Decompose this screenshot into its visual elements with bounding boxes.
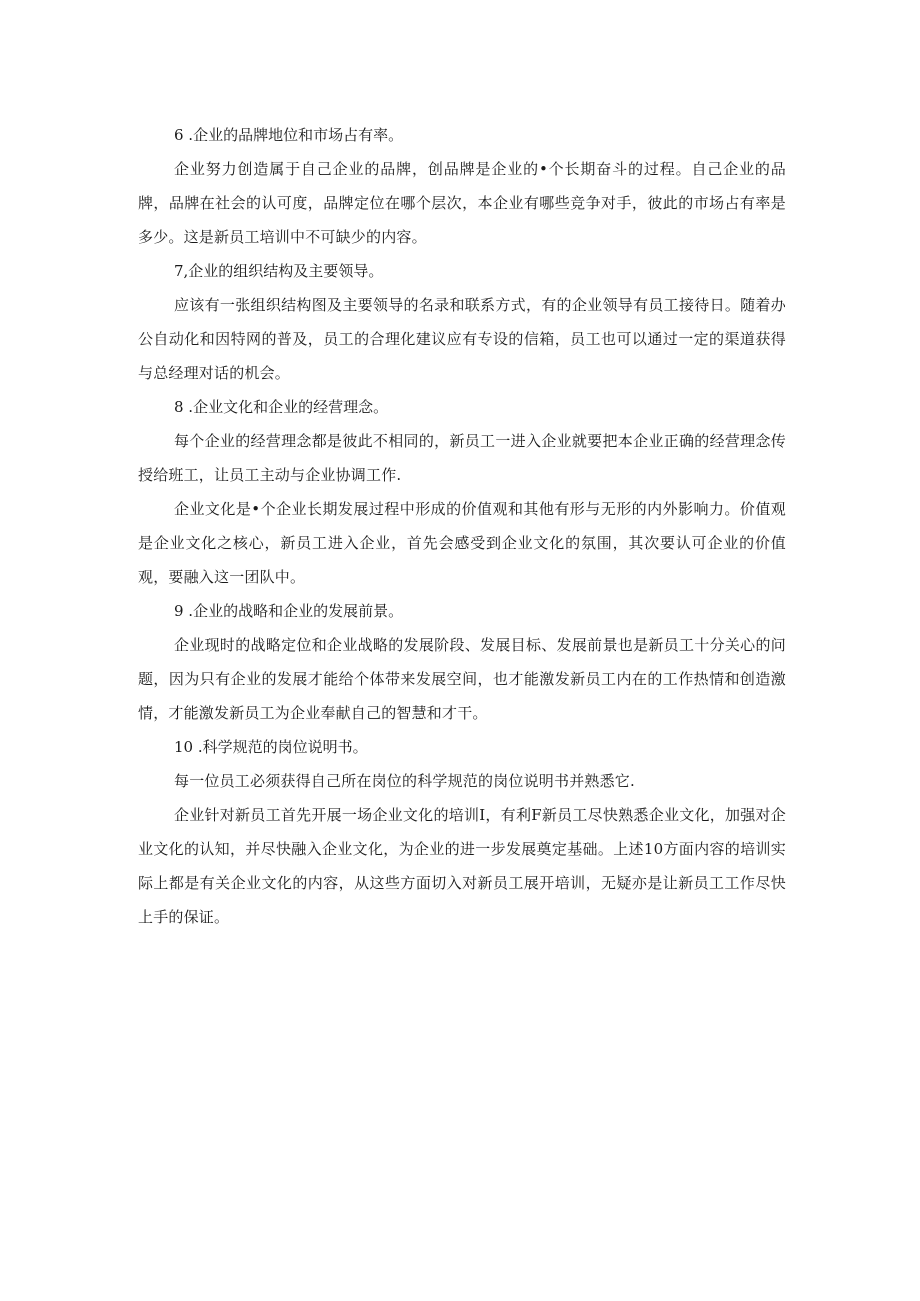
paragraph-job-description: 每一位员工必须获得自己所在岗位的科学规范的岗位说明书并熟悉它.	[174, 772, 635, 790]
paragraph-corporate-culture: 企业文化是•个企业长期发展过程中形成的价值观和其他有形与无形的内外影响力。价值观是企业文化之核心，新员工进入企业，首先会感受到企业文化的氛围，其次要认可企业的价值观，要融入这一团队中。	[138, 500, 786, 586]
document-body	[138, 118, 786, 934]
paragraph-business-philosophy: 每个企业的经营理念都是彼此不相同的，新员工一进入企业就要把本企业正确的经营理念传授给班工，让员工主动与企业协调工作.	[138, 432, 786, 484]
paragraph-organization: 应该有一张组织结构图及主要领导的名录和联系方式，有的企业领导有员工接待日。随着办公自动化和因特网的普及，员工的合理化建议应有专设的信箱，员工也可以通过一定的渠道获得与总经理对话的机会。	[138, 296, 786, 382]
paragraph-brand: 企业努力创造属于自己企业的品牌，创品牌是企业的•个长期奋斗的过程。自己企业的品牌，品牌在社会的认可度，品牌定位在哪个层次，本企业有哪些竞争对手，彼此的市场占有率是多少。这是新员工培训中不可缺少的内容。	[138, 160, 786, 246]
section-heading-8: 8 .企业文化和企业的经营理念。	[174, 398, 389, 416]
section-heading-9: 9 .企业的战略和企业的发展前景。	[174, 602, 404, 620]
section-heading-7: 7,企业的组织结构及主要领导。	[174, 262, 384, 280]
section-heading-6: 6 .企业的品牌地位和市场占有率。	[174, 126, 404, 144]
section-heading-10: 10 .科学规范的岗位说明书。	[174, 738, 368, 756]
paragraph-conclusion: 企业针对新员工首先开展一场企业文化的培训I，有利F新员工尽快熟悉企业文化，加强对企业文化的认知，并尽快融入企业文化，为企业的进一步发展奠定基础。上述10方面内容的培训实际上都是有关企业文化的内容，从这些方面切入对新员工展开培训，无疑亦是让新员工工作尽快上手的保证。	[138, 806, 786, 926]
paragraph-strategy: 企业现时的战略定位和企业战略的发展阶段、发展目标、发展前景也是新员工十分关心的问题，因为只有企业的发展才能给个体带来发展空间，也才能激发新员工内在的工作热情和创造激情，才能激发新员工为企业奉献自己的智慧和才干。	[138, 636, 786, 722]
